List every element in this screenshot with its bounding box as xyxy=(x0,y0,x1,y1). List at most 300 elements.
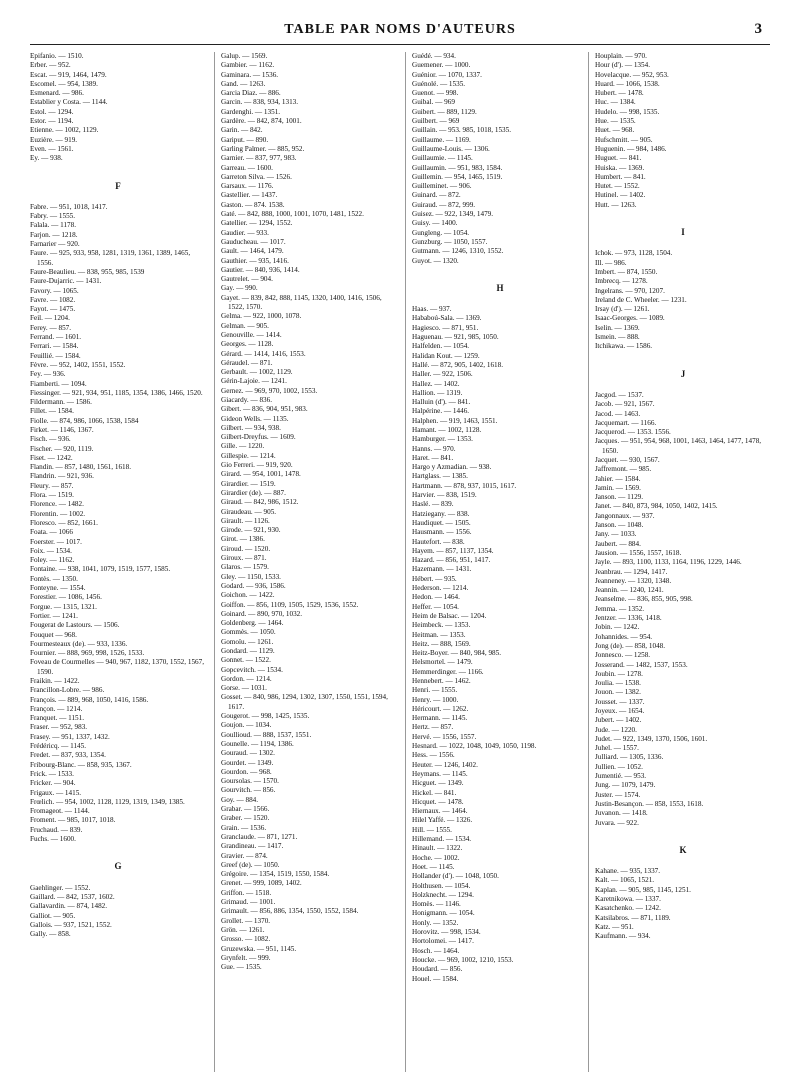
index-entry: Jaubert. — 884. xyxy=(595,539,641,548)
index-entry: Francillon-Lobre. — 986. xyxy=(30,686,105,695)
index-entry: Haudiquet. — 1505. xyxy=(412,518,471,527)
index-entry: Fiset. — 1242. xyxy=(30,453,73,462)
index-entry: Gomoïu. — 1261. xyxy=(221,637,274,646)
index-entry: Guilleminet. — 906. xyxy=(412,182,472,191)
index-entry: Gondard. — 1129. xyxy=(221,647,275,655)
section-letter-heading: J xyxy=(680,368,686,379)
index-entry: Hudelo. — 998, 1535. xyxy=(595,107,660,116)
index-entry: Jumentié. — 953. xyxy=(595,772,647,781)
index-entry: Ingelrans. — 970, 1207. xyxy=(595,286,665,295)
index-entry: Hesnard. — 1022, 1048, 1049, 1050, 1198. xyxy=(412,742,537,751)
index-entry: Fleury. — 857. xyxy=(30,481,74,490)
index-entry: Gougerot. — 998, 1425, 1535. xyxy=(221,712,310,721)
index-entry: Guinard. — 872. xyxy=(412,191,461,200)
index-entry: Fiolle. — 874, 986, 1066, 1538, 1584 xyxy=(30,416,139,425)
index-entry: Guillaumie. — 1145. xyxy=(412,154,473,163)
section-letter-heading: G xyxy=(114,861,122,872)
index-entry: Homès. — 1146. xyxy=(412,900,461,909)
index-entry: Glaros. — 1579. xyxy=(221,563,269,572)
index-entry: Hautefort. — 838. xyxy=(412,537,465,546)
index-entry: Hanns. — 970. xyxy=(412,444,456,453)
index-entry: Gilbert-Dreyfus. — 1609. xyxy=(221,433,296,442)
index-entry: Fabre. — 951, 1018, 1417. xyxy=(30,202,108,211)
index-entry: Goullioud. — 888, 1537, 1551. xyxy=(221,730,312,739)
index-entry: Gungleng. — 1054. xyxy=(412,228,470,237)
index-entry: Huc. — 1384. xyxy=(595,98,636,107)
index-entry: Johannides. — 954. xyxy=(595,632,653,641)
index-entry: Gourdet. — 1349. xyxy=(221,758,274,767)
index-entry: Escat. — 919, 1464, 1479. xyxy=(30,70,107,79)
index-entry: Escomel. — 954, 1389. xyxy=(30,79,98,88)
index-entry: Jousset. — 1337. xyxy=(595,697,645,706)
index-entry: Froment. — 985, 1017, 1018. xyxy=(30,816,116,825)
index-entry: Gonnet. — 1522. xyxy=(221,656,271,665)
index-entry: Hoet. — 1145. xyxy=(412,862,455,871)
index-entry: Grégoire. — 1354, 1519, 1550, 1584. xyxy=(221,870,330,879)
index-entry: Hufschmitt. — 905. xyxy=(595,135,653,144)
index-entry: Hutet. — 1552. xyxy=(595,182,640,191)
index-entry: Gérin-Lajoie. — 1241. xyxy=(221,377,287,386)
index-entry: Jeanbrau. — 1294, 1417. xyxy=(595,567,668,576)
index-entry: Girard. — 954, 1001, 1478. xyxy=(221,470,301,479)
index-entry: Grandineau. — 1417. xyxy=(221,842,284,851)
index-entry: Fonteyne. — 1554. xyxy=(30,584,86,593)
index-entry: Garreau. — 1600. xyxy=(221,163,273,172)
index-entry: Hermann. — 1145. xyxy=(412,714,468,723)
index-entry: Gordon. — 1214. xyxy=(221,674,272,683)
index-entry: Haret. — 841. xyxy=(412,453,454,462)
index-entry: Galliot. — 905. xyxy=(30,911,76,920)
index-entry: Joyeux. — 1654. xyxy=(595,707,645,715)
index-entry: Gaudier. — 933. xyxy=(221,228,269,237)
index-entry: Hutt. — 1263. xyxy=(595,200,637,209)
index-entry: Franquet. — 1151. xyxy=(30,714,85,723)
index-entry: Grain. — 1536. xyxy=(221,823,267,832)
index-entry: Ichok. — 973, 1128, 1504. xyxy=(595,249,673,258)
index-entry: Houcke. — 969, 1002, 1210, 1553. xyxy=(412,955,514,964)
index-entry: Favory. — 1065. xyxy=(30,286,79,295)
index-entry: Iselin. — 1369. xyxy=(595,323,640,332)
index-entry: Fraikin. — 1422. xyxy=(30,677,80,685)
index-entry: Hill. — 1555. xyxy=(412,825,452,834)
index-entry: Fraser. — 952, 983. xyxy=(30,723,88,732)
index-entry: Françon. — 1214. xyxy=(30,704,83,713)
index-entry: Gilbert. — 934, 938. xyxy=(221,423,281,432)
index-entry: Fricker. — 904. xyxy=(30,779,76,788)
index-entry: Fayot. — 1475. xyxy=(30,305,76,314)
index-entry: Jaffremont. — 985. xyxy=(595,465,652,474)
index-entry: Goldenberg. — 1464. xyxy=(221,619,284,628)
index-entry: Janet. — 840, 873, 984, 1050, 1402, 1415. xyxy=(595,502,718,511)
index-entry: Faure-Beaulieu. — 838, 955, 985, 1539 xyxy=(30,267,145,276)
index-entry: Fiessinger. — 921, 934, 951, 1185, 1354, 1386, 1466, 1520. xyxy=(30,388,203,397)
index-entry: Imbrecq. — 1278. xyxy=(595,277,648,286)
index-entry: Jacquet. — 930, 1567. xyxy=(595,455,660,464)
index-entry: Flandrin. — 921, 936. xyxy=(30,472,94,481)
index-entry: Jung. — 1079, 1479. xyxy=(595,781,656,790)
index-entry: Hillemand. — 1534. xyxy=(412,835,472,844)
index-entry: Ferrand. — 1601. xyxy=(30,333,82,342)
index-entry: Girardier. — 1519. xyxy=(221,479,276,488)
index-entry: Hatziegany. — 838. xyxy=(412,509,470,518)
index-column-2 xyxy=(221,52,397,1072)
index-entry: Gourdon. — 968. xyxy=(221,767,272,776)
index-entry: Halidan Kout. — 1259. xyxy=(412,351,480,360)
index-entry: Georges. — 1128. xyxy=(221,340,274,349)
index-entry: Girardier (de). — 887. xyxy=(221,488,286,497)
index-entry: Halpérine. — 1446. xyxy=(412,407,470,416)
index-entry: Jausion. — 1556, 1557, 1618. xyxy=(595,548,682,557)
index-entry: Géraudel. — 871. xyxy=(221,358,273,367)
index-entry: Heymans. — 1145. xyxy=(412,769,468,778)
index-entry: Hennebert. — 1462. xyxy=(412,677,471,685)
index-entry: Guyot. — 1320. xyxy=(412,256,459,265)
index-entry: Hilel Yaffé. — 1326. xyxy=(412,816,473,825)
index-entry: Gardenghi. — 1351. xyxy=(221,107,281,116)
index-entry: Hargo y Azmadian. — 938. xyxy=(412,463,492,472)
index-entry: Flandin. — 857, 1480, 1561, 1618. xyxy=(30,463,132,472)
index-entry: Houel. — 1584. xyxy=(412,974,459,983)
index-entry: Frasey. — 951, 1337, 1432. xyxy=(30,732,110,741)
index-entry: Gérard. — 1414, 1416, 1553. xyxy=(221,349,306,358)
index-entry: Gibert. — 836, 904, 951, 983. xyxy=(221,405,308,414)
index-entry: Grimaud. — 1001. xyxy=(221,898,276,907)
index-entry: Halphen. — 919, 1463, 1551. xyxy=(412,416,498,425)
index-entry: Fey. — 936. xyxy=(30,370,66,379)
index-entry: Kaufmann. — 934. xyxy=(595,932,651,941)
index-entry: Hallion. — 1319. xyxy=(412,388,463,397)
index-entry: Hemmerdinger. — 1166. xyxy=(412,667,484,676)
index-entry: Giroud. — 1520. xyxy=(221,544,271,553)
index-entry: Gopcevitch. — 1534. xyxy=(221,665,283,674)
index-entry: Fischer. — 920, 1119. xyxy=(30,444,94,453)
index-entry: Juvanon. — 1418. xyxy=(595,809,648,818)
index-entry: Grimault. — 856, 886, 1354, 1550, 1552, 1584. xyxy=(221,907,359,916)
section-letter-heading: K xyxy=(679,844,687,855)
page-title: TABLE PAR NOMS D'AUTEURS xyxy=(284,22,516,37)
index-entry: Forgue. — 1315, 1321. xyxy=(30,602,97,611)
index-entry: Gautrelet. — 904. xyxy=(221,275,273,284)
index-entry: Fildermann. — 1586. xyxy=(30,398,92,407)
index-entry: Giraud. — 842, 986, 1512. xyxy=(221,498,299,507)
index-entry: Julliard. — 1305, 1336. xyxy=(595,753,664,762)
index-entry: Greef (de). — 1050. xyxy=(221,860,280,869)
index-entry: Karetnikowa. — 1337. xyxy=(595,895,661,904)
index-entry: Gillespie. — 1214. xyxy=(221,451,276,460)
index-entry: Gideon Wells. — 1135. xyxy=(221,414,289,423)
index-entry: Grön. — 1261. xyxy=(221,925,265,934)
index-entry: Foix. — 1534. xyxy=(30,546,72,555)
index-entry: Juhel. — 1557. xyxy=(595,744,639,753)
index-entry: Fouquet — 968. xyxy=(30,630,77,639)
index-entry: Haguenau. — 921, 985, 1050. xyxy=(412,333,499,342)
index-entry: Gaehlinger. — 1552. xyxy=(30,883,91,892)
page-header xyxy=(30,20,770,44)
index-entry: Griffon. — 1518. xyxy=(221,888,272,897)
index-entry: Jude. — 1220. xyxy=(595,725,637,734)
index-entry: Flora. — 1519. xyxy=(30,491,74,500)
index-entry: Garreton Silva. — 1526. xyxy=(221,172,292,181)
index-entry: Fillet. — 1584. xyxy=(30,407,74,416)
index-entry: Grabar. — 1566. xyxy=(221,805,270,814)
index-entry: Hababoú-Sala. — 1369. xyxy=(412,314,482,323)
index-entry: Frick. — 1533. xyxy=(30,769,74,778)
index-entry: Gault. — 1464, 1479. xyxy=(221,247,284,256)
index-entry: Godard. — 936, 1586. xyxy=(221,581,286,590)
index-entry: Hervé. — 1556, 1557. xyxy=(412,732,477,741)
index-entry: Frédéricq. — 1145. xyxy=(30,742,87,751)
index-entry: Gelman. — 905. xyxy=(221,321,269,330)
index-entry: Huet. — 968. xyxy=(595,126,635,135)
index-entry: Falala. — 1178. xyxy=(30,221,77,230)
index-entry: Grenet. — 999, 1089, 1402. xyxy=(221,879,302,888)
index-entry: Goursolas. — 1570. xyxy=(221,777,279,786)
index-entry: Hazemann. — 1431. xyxy=(412,565,472,574)
index-entry: Gley. — 1150, 1533. xyxy=(221,572,281,581)
index-entry: Ireland de C. Wheeler. — 1231. xyxy=(595,295,687,304)
index-entry: Huguenin. — 984, 1486. xyxy=(595,144,667,153)
index-entry: Garin. — 842. xyxy=(221,126,263,135)
index-entry: Fèvre. — 952, 1402, 1551, 1552. xyxy=(30,360,126,369)
index-entry: Giacardy. — 836. xyxy=(221,395,273,404)
index-entry: Jahier. — 1584. xyxy=(595,474,641,483)
index-entry: Heitman. — 1353. xyxy=(412,630,466,639)
index-entry: Ey. — 938. xyxy=(30,154,63,163)
index-entry: Galup. — 1569. xyxy=(221,52,268,60)
index-entry: Halfelden. — 1054. xyxy=(412,342,470,351)
index-entry: Faure. — 925, 933, 958, 1281, 1319, 1361, 1389, 1465, 1556. xyxy=(30,249,191,267)
index-entry: Jacques. — 951, 954, 968, 1001, 1463, 1464, 1477, 1478, 1650. xyxy=(595,437,762,455)
index-entry: Gouraud. — 1302. xyxy=(221,749,275,758)
index-entry: Garcin. — 838, 934, 1313. xyxy=(221,98,299,107)
index-entry: Horovitz. — 998, 1534. xyxy=(412,928,481,937)
header-rule xyxy=(30,44,770,45)
index-entry: Farjon. — 1218. xyxy=(30,230,78,239)
index-entry: Foveau de Courmelles — 940, 967, 1182, 1370, 1552, 1567, 1590. xyxy=(30,658,205,676)
index-entry: Henry. — 1000. xyxy=(412,695,459,704)
index-entry: Judet. — 922, 1349, 1370, 1506, 1601. xyxy=(595,734,708,743)
index-entry: Heuter. — 1246, 1402. xyxy=(412,760,478,769)
index-entry: Kasatchenko. — 1242. xyxy=(595,904,661,913)
index-entry: Hazard. — 856, 951, 1417. xyxy=(412,556,491,565)
index-entry: Garcia Diaz. — 886. xyxy=(221,89,281,98)
index-entry: Jemma. — 1352. xyxy=(595,604,645,613)
index-entry: Jacquerod. — 1353. 1556. xyxy=(595,428,671,437)
index-entry: Kahane. — 935, 1337. xyxy=(595,867,661,876)
section-letter-heading: H xyxy=(496,282,504,293)
index-entry: Huard. — 1066, 1538. xyxy=(595,79,660,88)
index-entry: Gautier. — 840, 936, 1414. xyxy=(221,265,300,274)
index-entry: Hagiesco. — 871, 951. xyxy=(412,323,479,332)
index-entry: Jobin. — 1242. xyxy=(595,623,640,632)
index-entry: Firket. — 1146, 1367. xyxy=(30,425,94,434)
index-entry: Hortolomei. — 1417. xyxy=(412,937,474,946)
index-entry: Halluin (d'). — 841. xyxy=(412,398,471,407)
index-entry: Ferrari. — 1584. xyxy=(30,342,79,351)
index-entry: Graber. — 1520. xyxy=(221,814,270,823)
index-entry: Fabry. — 1555. xyxy=(30,212,76,221)
index-entry: Foley. — 1162. xyxy=(30,556,75,565)
index-entry: Grollet. — 1370. xyxy=(221,916,271,925)
index-entry: Gastellier. — 1437. xyxy=(221,191,278,200)
index-entry: Jullien. — 1052. xyxy=(595,762,643,771)
index-entry: Fourmesteaux (de). — 933, 1336. xyxy=(30,639,128,648)
index-entry: Hovelacque. — 952, 953. xyxy=(595,70,669,79)
index-entry: Guillaume. — 1169. xyxy=(412,135,471,144)
index-entry: Giraudeau. — 905. xyxy=(221,507,277,516)
index-entry: Hedon. — 1464. xyxy=(412,593,460,602)
section-letter-heading: I xyxy=(681,227,685,238)
index-entry: Goichon. — 1422. xyxy=(221,591,275,600)
index-entry: Hubert. — 1478. xyxy=(595,89,644,98)
index-entry: Jeanneney. — 1320, 1348. xyxy=(595,576,672,585)
index-entry: Ismein. — 888. xyxy=(595,333,640,342)
index-entry: Guisy. — 1400. xyxy=(412,219,458,228)
index-entry: Hausmann. — 1556. xyxy=(412,528,472,537)
index-entry: Forestier. — 1086, 1456. xyxy=(30,593,102,602)
index-entry: Goinard. — 890, 970, 1032. xyxy=(221,609,303,618)
index-entry: Guillain. — 953. 985, 1018, 1535. xyxy=(412,126,512,135)
index-columns xyxy=(30,52,770,1072)
index-entry: Kalt. — 1065, 1521. xyxy=(595,876,655,885)
page-number: 3 xyxy=(754,21,762,37)
index-entry: Girode. — 921, 930. xyxy=(221,526,281,535)
index-entry: Erber. — 952. xyxy=(30,61,71,70)
index-entry: Itchikawa. — 1586. xyxy=(595,342,653,351)
index-entry: Gelma. — 922, 1000, 1078. xyxy=(221,312,302,321)
index-entry: Guiraud. — 872, 999. xyxy=(412,200,476,209)
index-entry: Guibal. — 969 xyxy=(412,98,455,107)
index-entry: Juster. — 1574. xyxy=(595,790,641,799)
index-entry: Gosset. — 840, 986, 1294, 1302, 1307, 1550, 1551, 1594, 1617. xyxy=(221,693,388,711)
index-entry: Jeanselme. — 836, 855, 905, 998. xyxy=(595,595,693,604)
index-entry: Gaté. — 842, 888, 1000, 1001, 1070, 1481, 1522. xyxy=(221,210,364,219)
index-entry: Euzière. — 919. xyxy=(30,135,78,144)
index-entry: Fribourg-Blanc. — 858, 935, 1367. xyxy=(30,760,132,769)
index-entry: Granclaude. — 871, 1271. xyxy=(221,832,298,841)
index-entry: Gerbault. — 1002, 1129. xyxy=(221,368,293,377)
index-entry: Guillaume-Louis. — 1306. xyxy=(412,144,490,153)
index-entry: Guilbert. — 969 xyxy=(412,117,460,126)
index-entry: Haslé. — 839. xyxy=(412,500,454,509)
index-entry: Goy. — 884. xyxy=(221,795,259,804)
index-entry: Floresco. — 852, 1661. xyxy=(30,518,98,527)
index-entry: Haas. — 937. xyxy=(412,305,452,314)
index-entry: Guillaumin. — 951, 983, 1584. xyxy=(412,163,503,172)
index-entry: Gravier. — 874. xyxy=(221,851,268,860)
index-entry: Hicguet. — 1349. xyxy=(412,779,464,788)
index-entry: Feuillié. — 1584. xyxy=(30,351,81,360)
index-entry: Jany. — 1033. xyxy=(595,530,637,539)
index-entry: Fontès. — 1350. xyxy=(30,574,78,583)
index-entry: Faure-Dujarric. — 1431. xyxy=(30,277,102,286)
index-entry: Irsay (d'). — 1261. xyxy=(595,305,650,314)
index-entry: Grynfelt. — 999. xyxy=(221,953,271,962)
index-entry: Gille. — 1220. xyxy=(221,442,265,451)
index-entry: Florentin. — 1002. xyxy=(30,509,86,518)
index-entry: Gue. — 1535. xyxy=(221,963,262,972)
index-entry: Heffer. — 1054. xyxy=(412,602,459,611)
index-entry: Gunzburg. — 1050, 1557. xyxy=(412,237,488,246)
index-entry: Gallois. — 937, 1521, 1552. xyxy=(30,920,112,929)
index-entry: Hederson. — 1214. xyxy=(412,584,469,593)
index-entry: Fiamberti. — 1094. xyxy=(30,379,87,388)
index-entry: Hiernaux. — 1464. xyxy=(412,807,468,816)
index-entry: Hosch. — 1464. xyxy=(412,946,460,955)
index-entry: Hallé. — 872, 905, 1402, 1618. xyxy=(412,360,504,369)
index-entry: Helsmortel. — 1479. xyxy=(412,658,473,667)
index-entry: Gernez. — 969, 970, 1002, 1553. xyxy=(221,386,318,395)
index-entry: Grosso. — 1082. xyxy=(221,935,271,944)
index-entry: Fournier. — 888, 969, 998, 1526, 1533. xyxy=(30,649,145,658)
index-entry: Hartmann. — 878, 937, 1015, 1617. xyxy=(412,481,517,490)
index-entry: Hinault. — 1322. xyxy=(412,844,463,853)
index-entry: Jong (de). — 858, 1048. xyxy=(595,641,666,650)
index-entry: Janson. — 1048. xyxy=(595,521,644,530)
index-entry: Guédé. — 934. xyxy=(412,52,456,60)
index-entry: Hayem. — 857, 1137, 1354. xyxy=(412,546,494,555)
index-entry: Gommès. — 1050. xyxy=(221,628,276,637)
index-entry: Gand. — 1263. xyxy=(221,79,266,88)
index-entry: Houplain. — 970. xyxy=(595,52,647,60)
index-entry: Farnarier — 920. xyxy=(30,240,80,249)
index-entry: Fortier. — 1241. xyxy=(30,611,78,620)
index-entry: Epifanio. — 1510. xyxy=(30,52,84,60)
index-entry: François. — 889, 968, 1050, 1416, 1586. xyxy=(30,695,149,704)
index-entry: Hicquet. — 1478. xyxy=(412,797,464,806)
index-entry: Jacgod. — 1537. xyxy=(595,390,644,399)
index-entry: Juvara. — 922. xyxy=(595,818,639,827)
index-entry: Honigmann. — 1054. xyxy=(412,909,475,918)
index-entry: Gutmann. — 1246, 1310, 1552. xyxy=(412,247,504,256)
index-entry: Gauducheau. — 1017. xyxy=(221,237,286,246)
index-entry: Justin-Besançon. — 858, 1553, 1618. xyxy=(595,799,704,808)
index-entry: Jayle. — 893, 1100, 1133, 1164, 1196, 1229, 1446. xyxy=(595,558,742,567)
index-entry: Gio Ferreri. — 919, 920. xyxy=(221,461,293,470)
index-entry: Guenot. — 998. xyxy=(412,89,459,98)
index-entry: Frœlich. — 954, 1002, 1128, 1129, 1319, 1349, 1385. xyxy=(30,797,185,806)
index-entry: Katz. — 951. xyxy=(595,922,634,931)
index-entry: Gayet. — 839, 842, 888, 1145, 1320, 1400, 1416, 1506, 1522, 1570. xyxy=(221,293,382,312)
index-entry: Fougerat de Lastours. — 1506. xyxy=(30,621,120,630)
index-entry: Hutinel. — 1402. xyxy=(595,191,646,200)
index-entry: Florence. — 1482. xyxy=(30,500,84,509)
index-entry: Jacod. — 1463. xyxy=(595,409,641,418)
index-entry: Favre. — 1082. xyxy=(30,295,76,304)
index-entry: Isaac-Georges. — 1089. xyxy=(595,314,665,323)
index-entry: Gounelle. — 1194, 1386. xyxy=(221,739,294,748)
index-column-4 xyxy=(595,52,771,1072)
index-entry: Kaplan. — 905, 985, 1145, 1251. xyxy=(595,885,691,894)
index-entry: Hamant. — 1002, 1128. xyxy=(412,425,482,434)
index-entry: Jangonnaux. — 937. xyxy=(595,511,655,520)
index-entry: Heimbeck. — 1353. xyxy=(412,621,471,630)
index-entry: Hickel. — 841. xyxy=(412,788,457,797)
index-entry: Gatellier. — 1294, 1552. xyxy=(221,219,293,228)
index-entry: Jubert. — 1402. xyxy=(595,716,642,725)
index-entry: Etienne. — 1002, 1129. xyxy=(30,126,99,135)
index-entry: Guemener. — 1000. xyxy=(412,61,471,70)
index-entry: Guibert. — 889, 1129. xyxy=(412,107,477,116)
index-entry: Heitz-Boyer. — 840, 984, 985. xyxy=(412,649,502,658)
index-entry: Hollander (d'). — 1048, 1050. xyxy=(412,872,499,881)
index-entry: Humbert. — 841. xyxy=(595,172,646,181)
index-entry: Estol. — 1294. xyxy=(30,107,74,116)
index-entry: Guisez. — 922, 1349, 1479. xyxy=(412,210,494,219)
index-entry: Joubin. — 1278. xyxy=(595,669,643,678)
index-entry: Fontaine. — 938, 1041, 1079, 1519, 1577, 1585. xyxy=(30,565,171,574)
index-entry: Girault. — 1126. xyxy=(221,516,270,525)
